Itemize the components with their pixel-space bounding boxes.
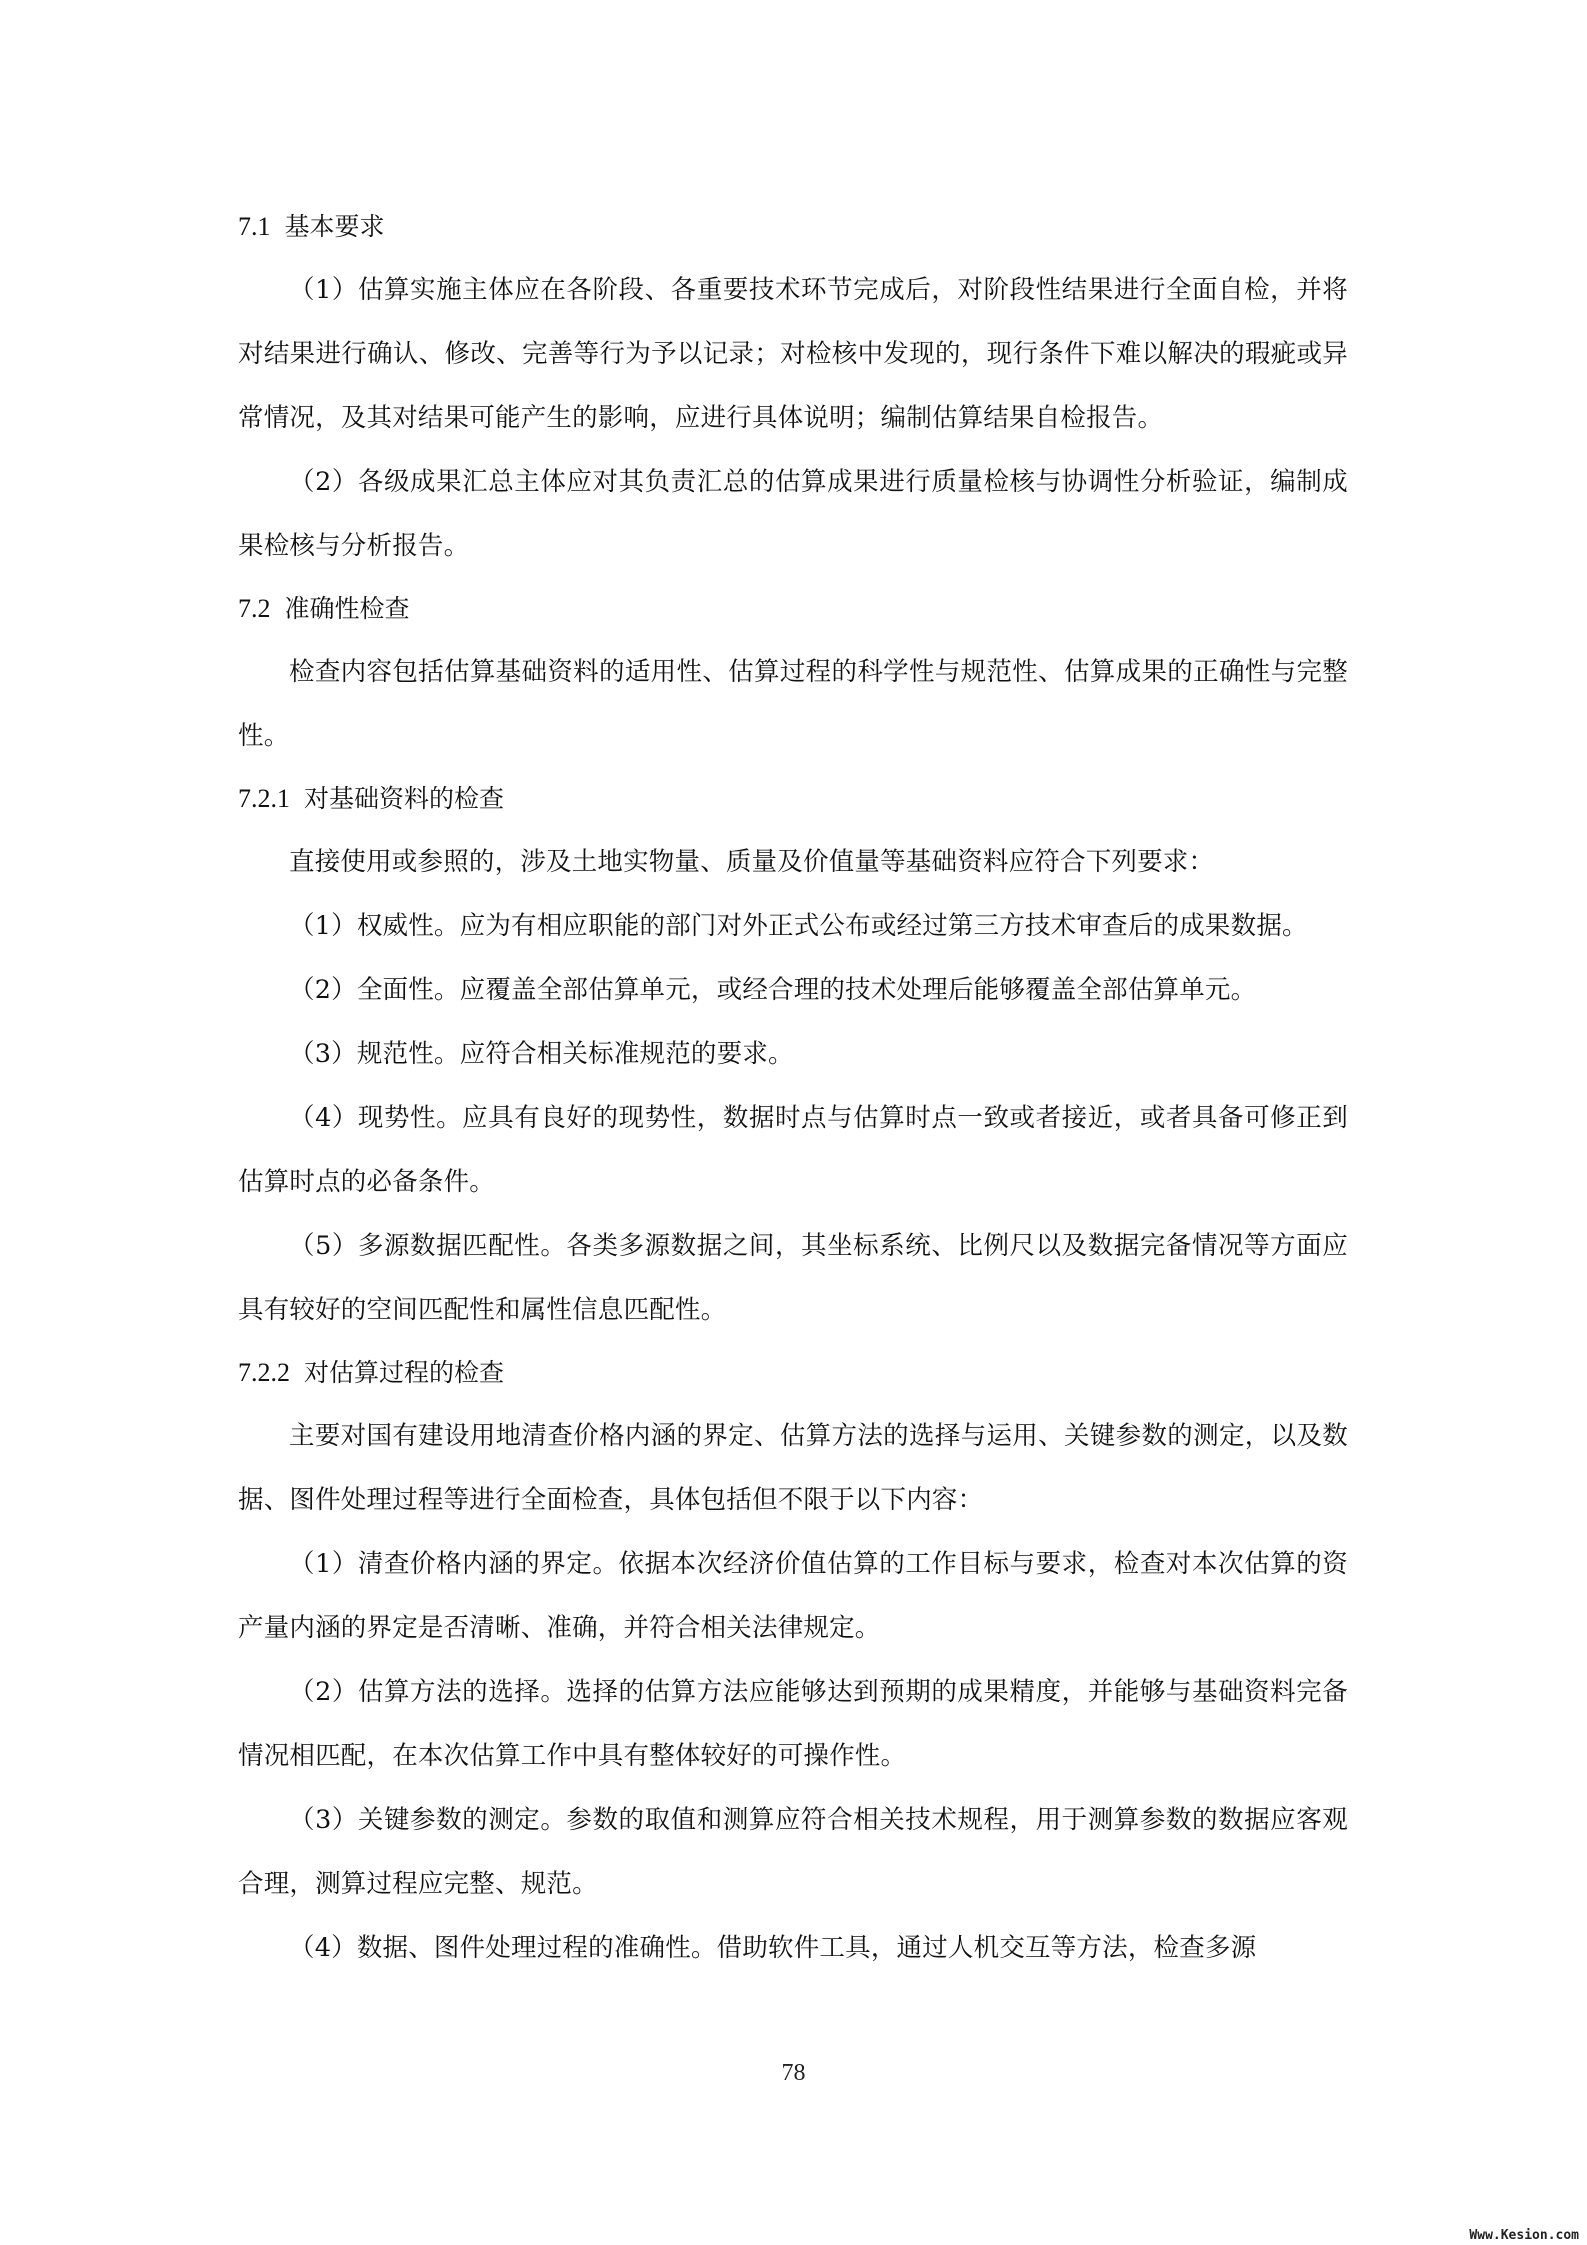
- section-title: 对估算过程的检查: [304, 1358, 505, 1387]
- body-paragraph: 主要对国有建设用地清查价格内涵的界定、估算方法的选择与运用、关键参数的测定，以及数据、图件处理过程等进行全面检查，具体包括但不限于以下内容：: [238, 1421, 1348, 1515]
- body-paragraph: 直接使用或参照的，涉及土地实物量、质量及价值量等基础资料应符合下列要求：: [289, 847, 1215, 877]
- body-paragraph: （3）规范性。应符合相关标准规范的要求。: [289, 1039, 794, 1069]
- body-paragraph: （2）各级成果汇总主体应对其负责汇总的估算成果进行质量检核与协调性分析验证，编制成果检核与分析报告。: [238, 467, 1348, 561]
- body-paragraph: （3）关键参数的测定。参数的取值和测算应符合相关技术规程，用于测算参数的数据应客观合理，测算过程应完整、规范。: [238, 1805, 1348, 1899]
- body-paragraph: （4）数据、图件处理过程的准确性。借助软件工具，通过人机交互等方法，检查多源: [289, 1933, 1257, 1963]
- body-paragraph: （5）多源数据匹配性。各类多源数据之间，其坐标系统、比例尺以及数据完备情况等方面应具有较好的空间匹配性和属性信息匹配性。: [238, 1231, 1348, 1325]
- section-number: 7.1: [238, 212, 271, 241]
- section-title: 基本要求: [284, 212, 385, 241]
- section-number: 7.2.1: [238, 784, 290, 813]
- page-body: [238, 196, 1348, 1980]
- section-heading: [238, 196, 1348, 258]
- section-title: 准确性检查: [284, 594, 410, 623]
- page-number: 78: [781, 2060, 806, 2086]
- body-paragraph: （1）估算实施主体应在各阶段、各重要技术环节完成后，对阶段性结果进行全面自检，并将对结果进行确认、修改、完善等行为予以记录；对检核中发现的，现行条件下难以解决的瑕疵或异常情况，及其对结果可能产生的影响，应进行具体说明；编制估算结果自检报告。: [238, 275, 1348, 433]
- body-paragraph: （2）估算方法的选择。选择的估算方法应能够达到预期的成果精度，并能够与基础资料完备情况相匹配，在本次估算工作中具有整体较好的可操作性。: [238, 1677, 1348, 1771]
- watermark: Www.Kesion.com: [1469, 2228, 1579, 2243]
- body-paragraph: （1）清查价格内涵的界定。依据本次经济价值估算的工作目标与要求，检查对本次估算的资产量内涵的界定是否清晰、准确，并符合相关法律规定。: [238, 1549, 1348, 1643]
- section-title: 对基础资料的检查: [304, 784, 505, 813]
- section-heading: [238, 578, 1348, 640]
- body-paragraph: （2）全面性。应覆盖全部估算单元，或经合理的技术处理后能够覆盖全部估算单元。: [289, 975, 1257, 1005]
- section-heading: [238, 1342, 1348, 1404]
- body-paragraph: 检查内容包括估算基础资料的适用性、估算过程的科学性与规范性、估算成果的正确性与完整性。: [238, 657, 1348, 751]
- section-number: 7.2.2: [238, 1358, 290, 1387]
- section-number: 7.2: [238, 594, 271, 623]
- body-paragraph: （4）现势性。应具有良好的现势性，数据时点与估算时点一致或者接近，或者具备可修正到估算时点的必备条件。: [238, 1103, 1348, 1197]
- section-heading: [238, 768, 1348, 830]
- body-paragraph: （1）权威性。应为有相应职能的部门对外正式公布或经过第三方技术审查后的成果数据。: [289, 911, 1308, 941]
